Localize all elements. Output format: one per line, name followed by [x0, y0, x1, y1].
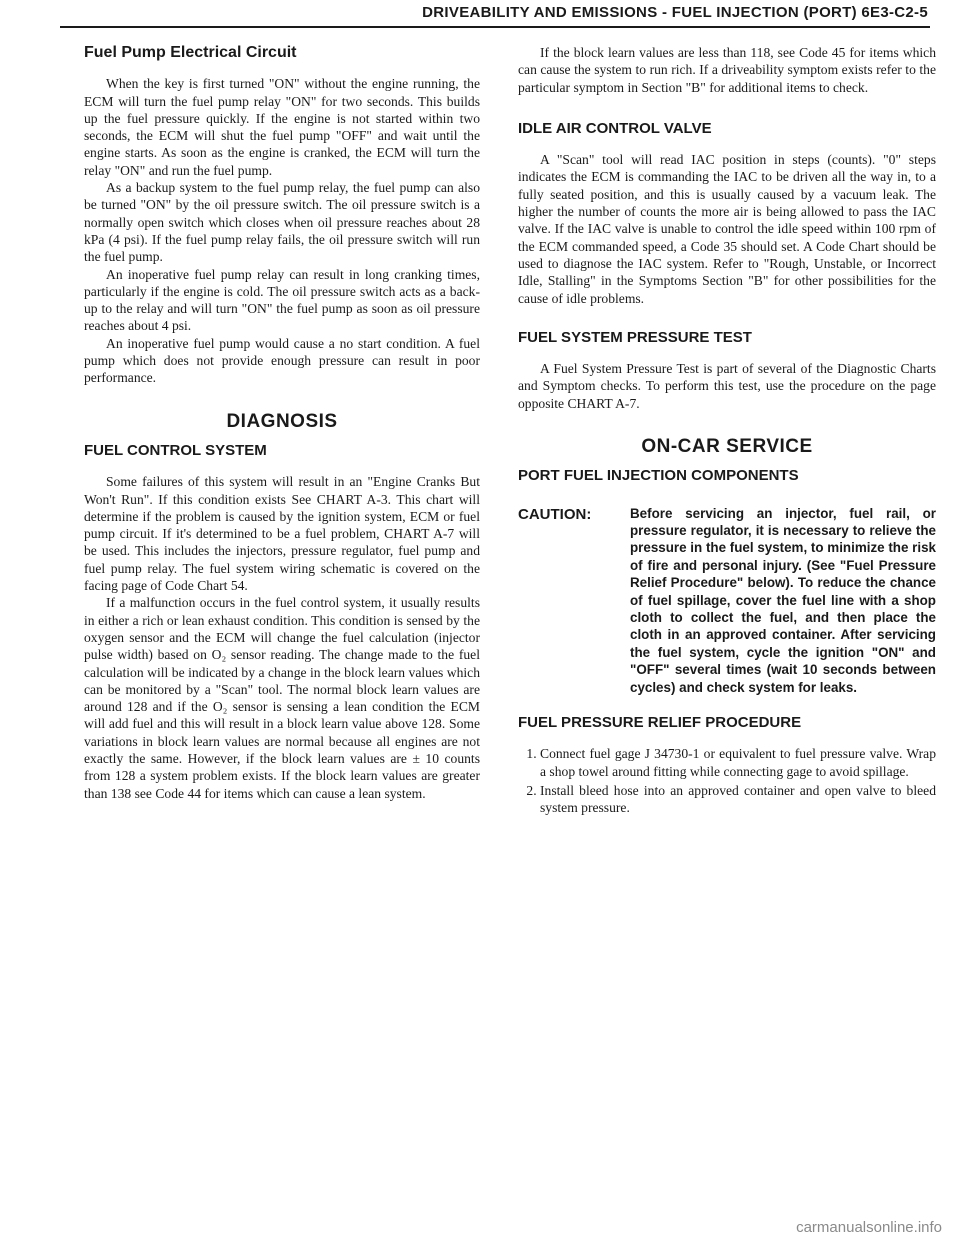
heading-fuel-pressure-relief-procedure: FUEL PRESSURE RELIEF PROCEDURE	[518, 714, 802, 732]
pressure-test-paragraph: A Fuel System Pressure Test is part of several of the Diagnostic Charts and Symptom checks. To perform this test, use the procedure on the page opposite CHART A-7.	[518, 361, 936, 411]
heading-fuel-system-pressure-test: FUEL SYSTEM PRESSURE TEST	[518, 328, 752, 346]
heading-fuel-pump-electrical-circuit: Fuel Pump Electrical Circuit	[84, 44, 297, 61]
caution-text: Before servicing an injector, fuel rail, or pressure regulator, it is necessary to relieve the pressure in the fuel system, to minimize the risk of fire and personal injury. (See "Fuel Pressure Relief Procedure" below). To reduce the chance of fuel spillage, cover the fuel line with a shop cloth to collect the fuel, and then place the cloth in an approved container. After servicing the fuel system, cycle the ignition "ON" and "OFF" several times (wait 10 seconds between cycles) and check system for leaks.	[630, 505, 936, 695]
fuel-pump-paragraph-1: When the key is first turned "ON" without the engine running, the ECM will turn the fuel pump relay "ON" for two seconds. This builds up the fuel pressure quickly. If the engine is not started within two seconds, the ECM will shut the fuel pump "OFF" and wait until the engine starts. As soon as the engine is cranked, the ECM will turn the relay "ON" and run the fuel pump.	[84, 76, 480, 178]
left-column	[84, 44, 480, 802]
caution-label: CAUTION:	[518, 505, 592, 523]
block-learn-paragraph: If the block learn values are less than 118, see Code 45 for items which can cause the system to run rich. If a driveability symptom exists refer to the particular symptom in Section "B" for additional items to check.	[518, 45, 936, 95]
heading-diagnosis: DIAGNOSIS	[226, 410, 338, 432]
header-rule	[60, 26, 930, 28]
right-column	[518, 44, 936, 819]
running-header: DRIVEABILITY AND EMISSIONS - FUEL INJECTION (PORT) 6E3-C2-5	[422, 4, 928, 21]
heading-on-car-service: ON-CAR SERVICE	[641, 436, 813, 458]
fuel-control-paragraph-1: Some failures of this system will result in an "Engine Cranks But Won't Run". If this condition exists See CHART A-3. This chart will determine if the problem is caused by the ignition system, ECM or fuel pump circuit. If it's determined to be a fuel problem, CHART A-7 will be used. This includes the injectors, pressure regulator, fuel pump and fuel pump relay. The fuel system wiring schematic is covered on the facing page of Code Chart 54.	[84, 474, 480, 594]
heading-fuel-control-system: FUEL CONTROL SYSTEM	[84, 441, 267, 459]
relief-step: 1. Connect fuel gage J 34730-1 or equivalent to fuel pressure valve. Wrap a shop towel around fitting while connecting gage to avoid spillage.	[540, 745, 936, 780]
watermark-text: carmanualsonline.info	[796, 1219, 942, 1236]
fuel-pump-paragraph-2: As a backup system to the fuel pump relay, the fuel pump can also be turned "ON" by the oil pressure switch. The oil pressure switch is a normally open switch which closes when oil pressure reaches about 28 kPa (4 psi). If the fuel pump relay fails, the oil pressure switch will run the fuel pump.	[84, 180, 480, 265]
fuel-control-paragraph-2: If a malfunction occurs in the fuel control system, it usually results in either a rich or lean exhaust condition. This condition is sensed by the oxygen sensor and the ECM will change the fuel calculation (injector pulse width) based on O₂ sensor reading. The change made to the fuel calculation will be indicated by a change in the block learn values which can be monitored by a "Scan" tool. The normal block learn values are around 128 and if the O₂ sensor is sensing a lean condition the ECM will add fuel and this will result in a block learn value above 128. Some variations in block learn values are normal because all engines are not exactly the same. However, if the block learn values are ± 10 counts from 128 a system problem exists. If the block learn values are greater than 138 see Code 44 for items which can cause a lean system.	[84, 595, 480, 801]
fuel-pump-paragraph-3: An inoperative fuel pump relay can result in long cranking times, particularly if the engine is cold. The oil pressure switch acts as a back-up to the relay and will turn "ON" the fuel pump as soon as oil pressure reaches about 4 psi.	[84, 266, 480, 334]
relief-step: 2. Install bleed hose into an approved container and open valve to bleed system pressure.	[540, 782, 936, 817]
fuel-pump-paragraph-4: An inoperative fuel pump would cause a no start condition. A fuel pump which does not provide enough pressure can result in poor performance.	[84, 335, 480, 386]
caution-block	[518, 505, 936, 696]
heading-port-fuel-injection-components: PORT FUEL INJECTION COMPONENTS	[518, 467, 799, 485]
relief-steps-list	[518, 745, 936, 816]
heading-idle-air-control-valve: IDLE AIR CONTROL VALVE	[518, 119, 712, 137]
iac-paragraph: A "Scan" tool will read IAC position in steps (counts). "0" steps indicates the ECM is commanding the IAC to be driven all the way in, to a fully seated position, and this is usually caused by a vacuum leak. The higher the number of counts the more air is being allowed to pass the IAC valve. If the IAC valve is unable to control the idle speed within 100 rpm of the ECM commanded speed, a Code 35 should set. A Code Chart should be used to diagnose the IAC system. Refer to "Rough, Unstable, or Incorrect Idle, Stalling" in the Symptoms Section "B" for other possibilities for the cause of idle problems.	[518, 152, 936, 306]
